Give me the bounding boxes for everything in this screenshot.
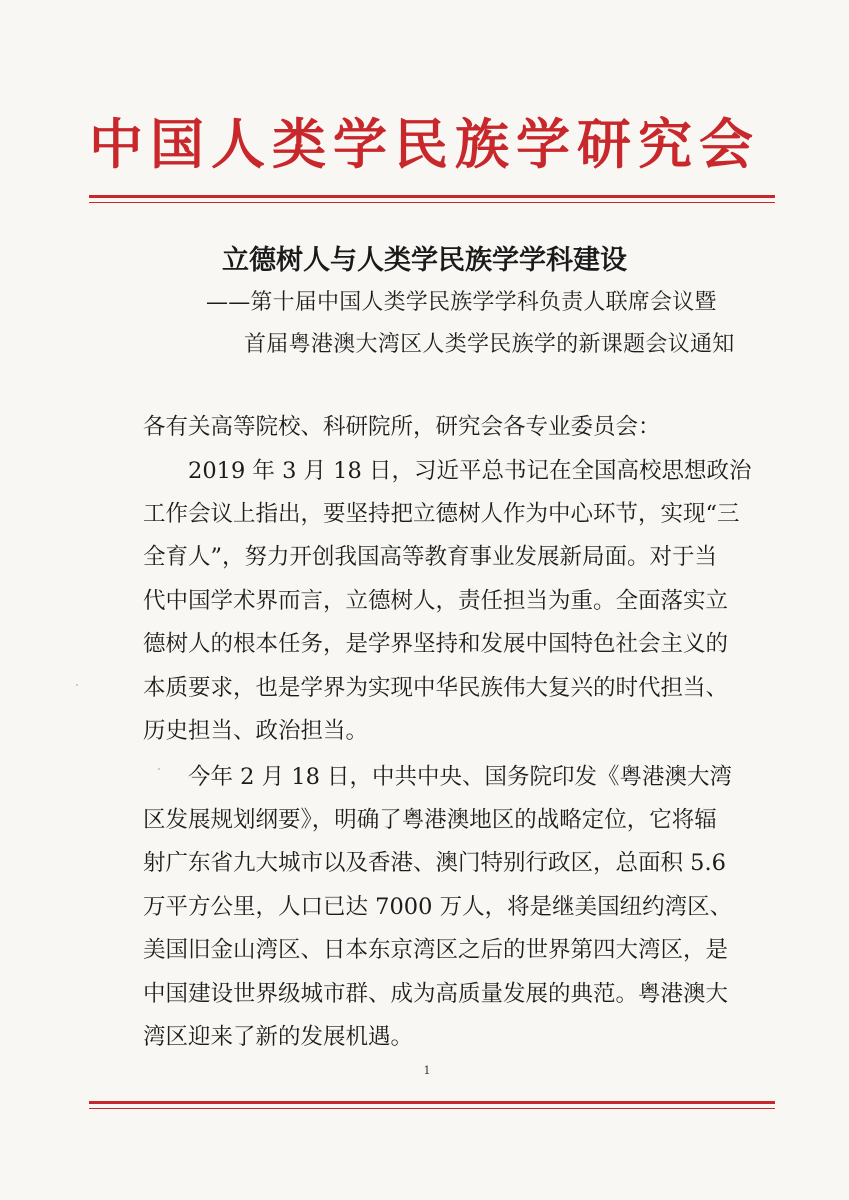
- paragraph-1-line: 工作会议上指出，要坚持把立德树人作为中心环节，实现“三: [143, 501, 740, 527]
- letterhead-org-name: 中国人类学民族学研究会: [89, 112, 760, 176]
- scan-speck: [76, 684, 78, 686]
- paragraph-1-line: 历史担当、政治担当。: [143, 718, 369, 744]
- paragraph-2-line: 射广东省九大城市以及香港、澳门特别行政区，总面积 5.6: [143, 850, 726, 876]
- paragraph-1-line: 2019 年 3 月 18 日，习近平总书记在全国高校思想政治: [188, 458, 752, 484]
- paragraph-1-line: 本质要求，也是学界为实现中华民族伟大复兴的时代担当、: [143, 675, 729, 701]
- salutation: 各有关高等院校、科研院所，研究会各专业委员会：: [143, 414, 661, 440]
- paragraph-2-line: 区发展规划纲要》，明确了粤港澳地区的战略定位，它将辐: [143, 807, 717, 833]
- paragraph-2-line: 美国旧金山湾区、日本东京湾区之后的世界第四大湾区，是: [143, 937, 729, 963]
- paragraph-1-line: 代中国学术界而言，立德树人，责任担当为重。全面落实立: [143, 588, 729, 614]
- letterhead-rule-thick: [89, 195, 775, 198]
- document-title: 立德树人与人类学民族学学科建设: [222, 245, 627, 276]
- paragraph-2-line: 万平方公里，人口已达 7000 万人，将是继美国纽约湾区、: [143, 894, 733, 920]
- paragraph-2-line: 今年 2 月 18 日，中共中央、国务院印发《粤港澳大湾: [188, 764, 733, 790]
- document-subtitle-line-2: 首届粤港澳大湾区人类学民族学的新课题会议通知: [244, 332, 735, 357]
- paragraph-2-line: 湾区迎来了新的发展机遇。: [143, 1024, 414, 1050]
- document-subtitle-line-1: ——第十届中国人类学民族学学科负责人联席会议暨: [206, 290, 717, 315]
- page-number: 1: [423, 1064, 431, 1077]
- footer-rule-thick: [89, 1101, 775, 1104]
- letterhead-rule-thin: [89, 202, 775, 203]
- footer-rule-thin: [89, 1108, 775, 1109]
- paragraph-1-line: 全育人”，努力开创我国高等教育事业发展新局面。对于当: [143, 544, 718, 570]
- scan-speck: [158, 768, 160, 770]
- paragraph-1-line: 德树人的根本任务，是学界坚持和发展中国特色社会主义的: [143, 631, 729, 657]
- paragraph-2-line: 中国建设世界级城市群、成为高质量发展的典范。粤港澳大: [143, 981, 729, 1007]
